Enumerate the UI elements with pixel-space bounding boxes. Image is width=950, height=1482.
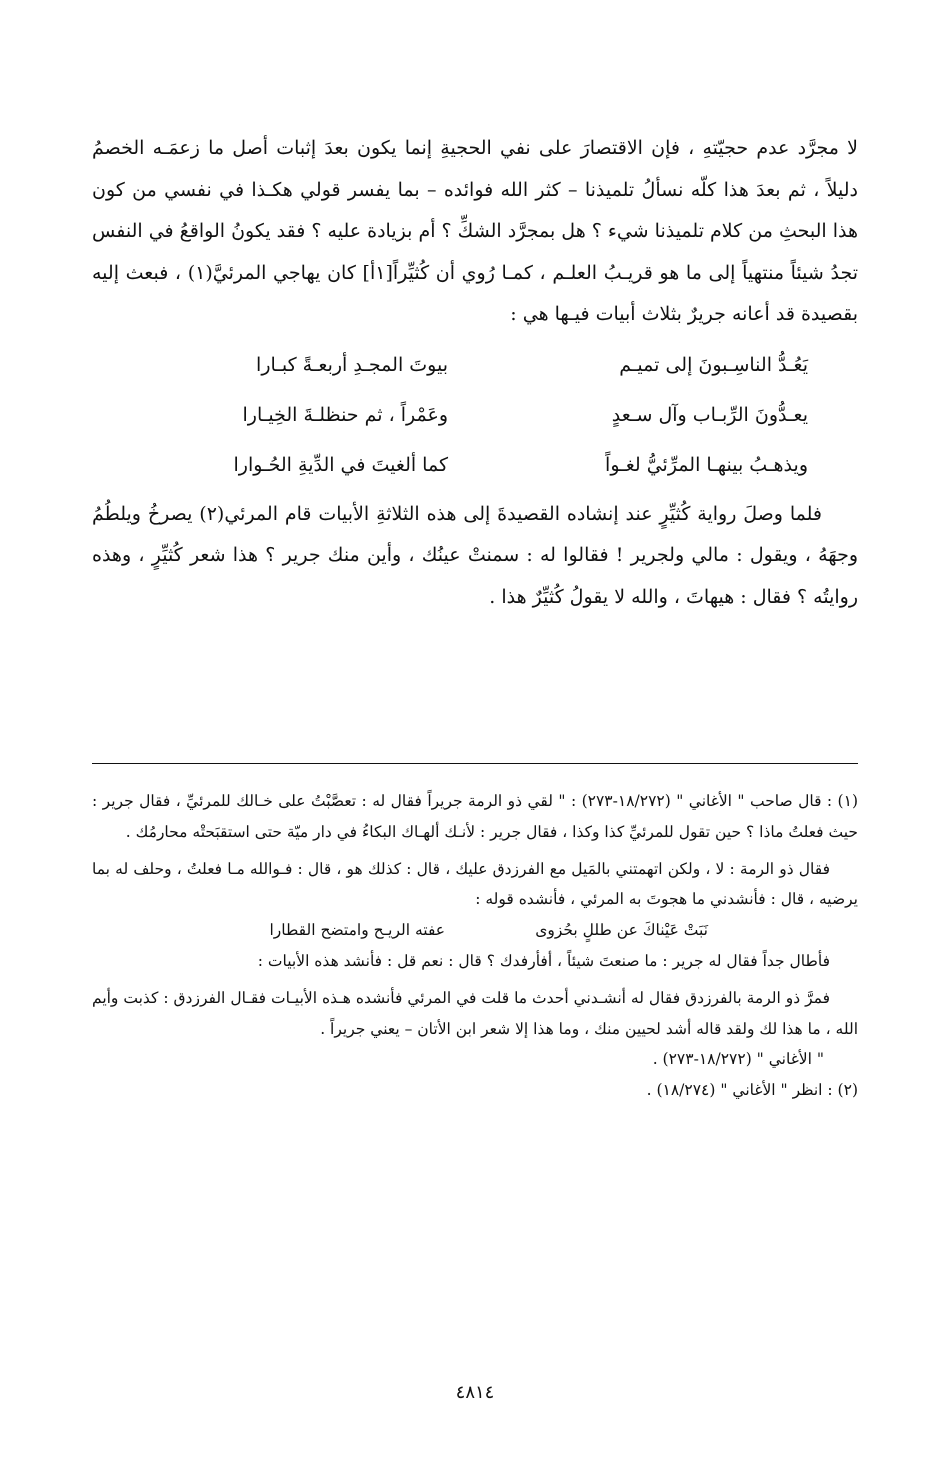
poem-verses — [92, 340, 858, 490]
footnote-1-intro: (١) : قال صاحب " الأغاني " (١٨/٢٧٢-٢٧٣) : " لقي ذو الرمة جريراً فقال له : تعصَّبْتُ على خـالك للمرئيِّ ، فقال جرير : حيث فعلتُ ماذا ؟ حين تقول للمرئيِّ كذا وكذا ، فقال جرير : لأنـك ألهـاك البكاءُ في دار ميّة حتى استقبَحتْه محارمُك . — [92, 792, 858, 841]
verse-line — [92, 340, 858, 390]
footnote-1-source: " الأغاني " (١٨/٢٧٢-٢٧٣) . — [652, 1050, 824, 1069]
footnote-verse-first-hemistich: نَبَتْ عَيْناكَ عن طللٍ بحُزوى — [535, 921, 708, 940]
verse-first-hemistich: يَعُـدُّ الناسِـبونَ إلى تميـم — [619, 353, 808, 376]
verse-second-hemistich: وعَمْراً ، ثم حنظلـةَ الخِيـارا — [242, 403, 448, 426]
verse-second-hemistich: بيوتَ المجـدِ أربعـةً كبـارا — [256, 353, 448, 376]
footnote-verse-second-hemistich: عفته الريـح وامتضح القطارا — [269, 921, 446, 940]
footnote-divider — [92, 763, 858, 764]
footnote-1-paragraph-2: فقال ذو الرمة : لا ، ولكن اتهمتني بالمَيل مع الفرزدق عليك ، قال : كذلك هو ، قال : فـوالله مـا فعلتُ ، وحلف له بما يرضيه ، قال : فأنشدني ما هجوتَ به المرئي ، فأنشده قوله : — [92, 859, 858, 909]
verse-first-hemistich: ويذهـبُ بينهـا المرِّئيُّ لغـواً — [605, 453, 808, 476]
footnote-2: (٢) : انظر " الأغاني " (١٨/٢٧٤) . — [646, 1081, 858, 1100]
page-number: ٤٨١٤ — [455, 1382, 495, 1403]
footnote-1-verse — [92, 915, 858, 946]
footnote-1-paragraph-3: فأطال جداً فقال له جرير : ما صنعتَ شيئاً ، أفأرفدك ؟ قال : نعم قل : فأنشد هذه الأبيات : — [257, 951, 830, 970]
footnote-1-paragraph-4: فمرَّ ذو الرمة بالفرزدق فقال له أنشـدني أحدث ما قلت في المرئي فأنشده هـذه الأبيـات فقـال الفرزدق : كذبت وأيم الله ، ما هذا لك ولقد قاله أشد لحيين منك ، وما هذا إلا شعر ابن الأتان – يعني جريراً . — [92, 988, 858, 1038]
footnotes — [92, 786, 858, 1106]
verse-first-hemistich: يعـدُّونَ الرِّبـاب وآل سـعدٍ — [611, 403, 808, 426]
main-text — [92, 128, 858, 618]
verse-line — [92, 440, 858, 490]
body-paragraph-2: فلما وصلَ رواية كُثيِّرٍ عند إنشاده القصيدةَ إلى هذه الثلاثةِ الأبيات قام المرئي(٢) يصرخُ ويلطُمُ وجهَهُ ، ويقول : مالي ولجرير ! فقالوا له : سمنتْ عينُك ، وأين منك جرير ؟ هذا شعر كُثيِّرٍ ، وهذه روايتُه ؟ فقال : هيهاتَ ، والله لا يقولُ كُثيِّرٌ هذا . — [92, 502, 858, 608]
verse-second-hemistich: كما ألغيتَ في الدِّيةِ الحُـوارا — [233, 453, 448, 476]
verse-line — [92, 390, 858, 440]
body-paragraph-1: لا مجرَّد عدم حجيّتهِ ، فإن الاقتصارَ على نفي الحجيةِ إنما يكون بعدَ إثبات أصل ما زعمَـه الخصمُ دليلاً ، ثم بعدَ هذا كلّه نسألُ تلميذنا – كثر الله فوائده – بما يفسر قولي هكـذا في نفسي من كون هذا البحثِ من كلام تلميذنا شيء ؟ هل بمجرَّد الشكِّ ؟ أم بزيادة عليه ؟ فقد يكونُ الواقعُ في النفس تجدُ شيئاً منتهياً إلى ما هو قريـبُ العلـم ، كمـا رُوي أن كُثيِّراً[١أ] كان يهاجي المرئيَّ(١) ، فبعث إليه بقصيدة قد أعانه جريرٌ بثلاث أبيات فيـها هي : — [92, 137, 858, 325]
